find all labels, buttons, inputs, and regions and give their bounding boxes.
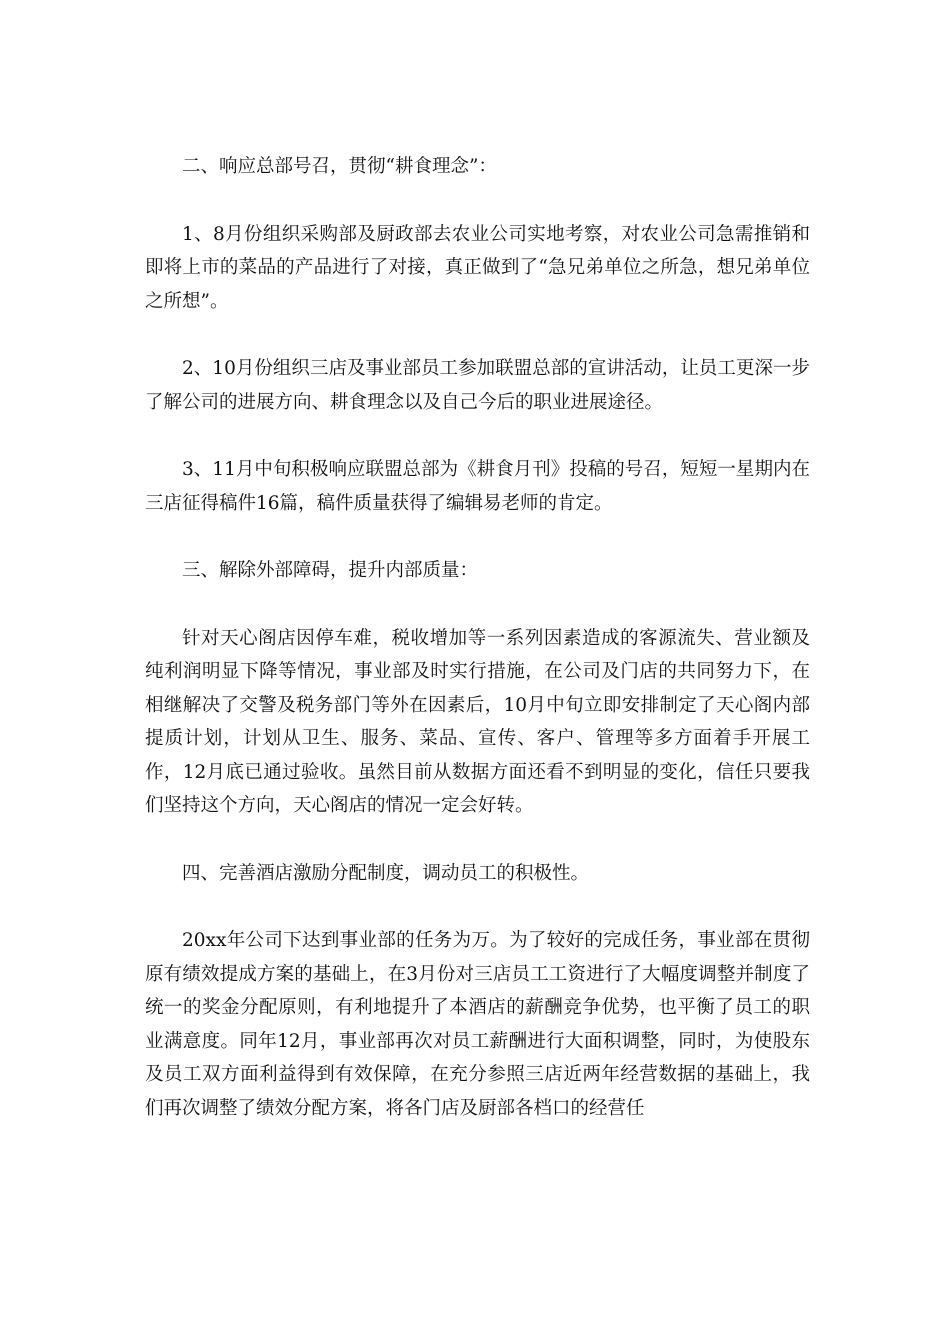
section-heading-3: 三、解除外部障碍，提升内部质量： — [182, 560, 479, 581]
section-heading-4: 四、完善酒店激励分配制度，调动员工的积极性。 — [182, 862, 590, 884]
section-heading-2: 二、响应总部号召，贯彻“耕食理念”： — [182, 156, 497, 177]
paragraph-incentive: 20xx年公司下达到事业部的任务为万。为了较好的完成任务，事业部在贯彻原有绩效提成方案的基础上，在3月份对三店员工工资进行了大幅度调整并制度了统一的奖金分配原则，有利地提升了本酒店的薪酬竞争优势，也平衡了员工的职业满意度。同年12月，事业部再次对员工薪酬进行大面积调整，同时，为使股东及员工双方面利益得到有效保障，在充分参照三店近两年经营数据的基础上，我们再次调整了绩效分配方案，将各门店及厨部各档口的经营任 — [145, 930, 810, 1119]
paragraph-item-3: 3、11月中旬积极响应联盟总部为《耕食月刊》投稿的号召，短短一星期内在三店征得稿件16篇，稿件质量获得了编辑易老师的肯定。 — [145, 459, 810, 514]
document-body — [145, 150, 810, 1159]
paragraph-item-2: 2、10月份组织三店及事业部员工参加联盟总部的宣讲活动，让员工更深一步了解公司的进展方向、耕食理念以及自己今后的职业进展途径。 — [145, 358, 810, 413]
paragraph-tianxinge: 针对天心阁店因停车难，税收增加等一系列因素造成的客源流失、营业额及纯利润明显下降等情况，事业部及时实行措施，在公司及门店的共同努力下，在相继解决了交警及税务部门等外在因素后，10月中旬立即安排制定了天心阁内部提质计划，计划从卫生、服务、菜品、宣传、客户、管理等多方面着手开展工作，12月底已通过验收。虽然目前从数据方面还看不到明显的变化，信任只要我们坚持这个方向，天心阁店的情况一定会好转。 — [145, 627, 810, 816]
paragraph-item-1: 1、8月份组织采购部及厨政部去农业公司实地考察，对农业公司急需推销和即将上市的菜品的产品进行了对接，真正做到了“急兄弟单位之所急，想兄弟单位之所想”。 — [145, 223, 810, 312]
